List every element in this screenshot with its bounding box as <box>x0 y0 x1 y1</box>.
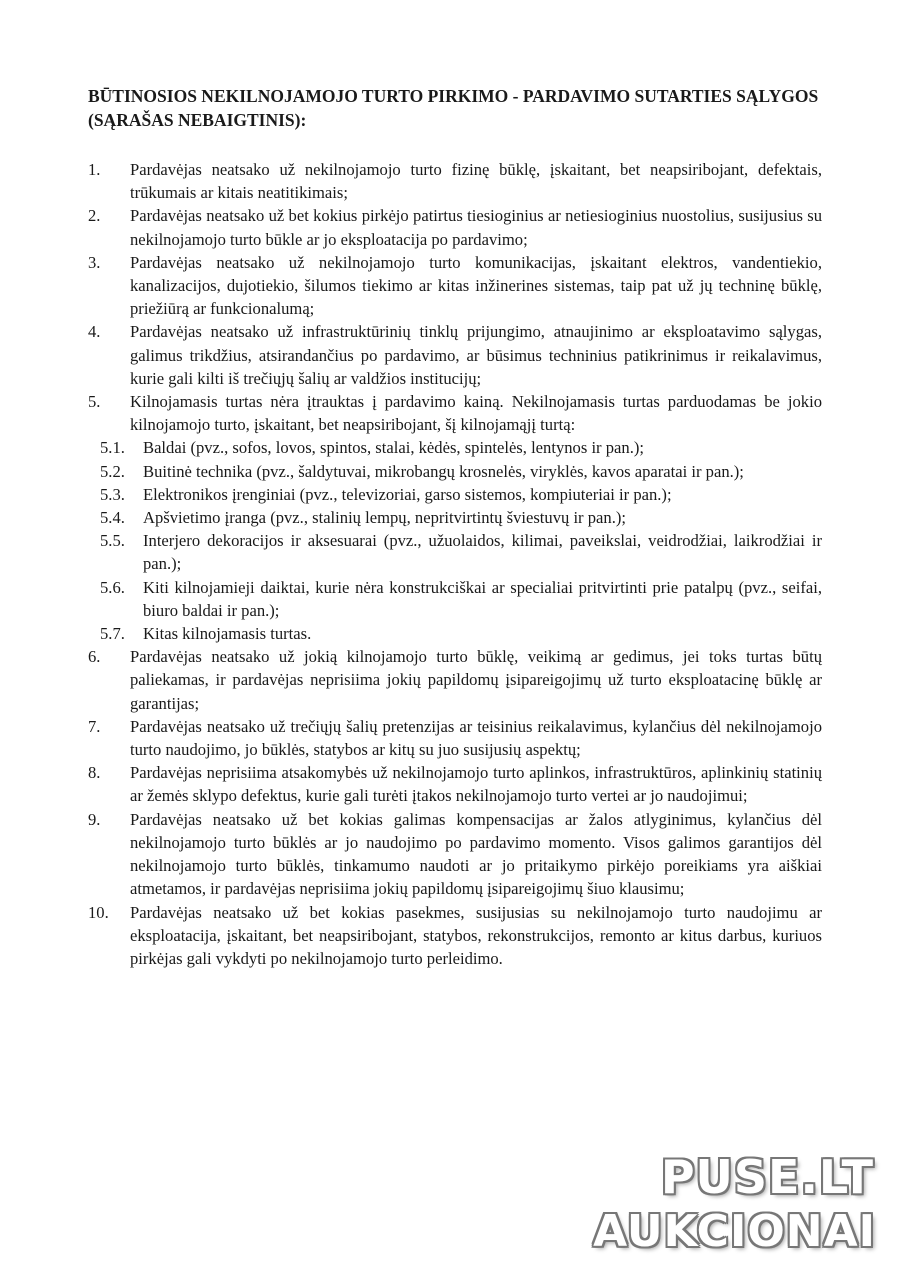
subitem-text: Interjero dekoracijos ir aksesuarai (pvz., užuolaidos, kilimai, paveikslai, veidrodžiai, laikrodžiai ir pan.); <box>143 531 822 574</box>
item-text: Pardavėjas neatsako už trečiųjų šalių pretenzijas ar teisinius reikalavimus, kylančius dėl nekilnojamojo turto naudojimo, jo būklės, statybos ar kitų su juo susijusių aspektų; <box>130 716 822 760</box>
item-number: 1. <box>88 160 101 179</box>
item-text: Pardavėjas neatsako už nekilnojamojo turto fizinę būklę, įskaitant, bet neapsiribojant, defektais, trūkumais ar kitais neatitikimais; <box>130 160 822 203</box>
item-number: 2. <box>88 206 101 226</box>
subitem-text: Baldai (pvz., sofos, lovos, spintos, stalai, kėdės, spintelės, lentynos ir pan.); <box>143 438 644 458</box>
list-item <box>88 761 822 807</box>
list-item <box>88 645 822 715</box>
item-text: Kilnojamasis turtas nėra įtrauktas į pardavimo kainą. Nekilnojamasis turtas parduodamas be jokio kilnojamojo turto, įskaitant, bet neapsiribojant, šį kilnojamąjį turtą: <box>130 392 822 435</box>
subitem-number: 5.1. <box>100 438 125 458</box>
conditions-list-continued <box>88 645 822 970</box>
item-number: 10. <box>88 902 109 922</box>
sub-list-item <box>88 460 822 483</box>
sub-list-item <box>88 622 822 645</box>
subitem-number: 5.6. <box>100 577 125 597</box>
movable-property-sublist <box>88 436 822 645</box>
item-text: Pardavėjas neatsako už nekilnojamojo turto komunikacijas, įskaitant elektros, vandentiekio, kanalizacijos, dujotiekio, šilumos tiekimo ar kitas inžinerines sistemas, taip pat už jų techninę būklę, priežiūrą ar funkcionalumą; <box>130 252 822 319</box>
item-text: Pardavėjas neprisiima atsakomybės už nekilnojamojo turto aplinkos, infrastruktūros, aplinkinių statinių ar žemės sklypo defektus, kurie gali turėti įtakos nekilnojamojo turto vertei ar jo naudojimui; <box>130 763 822 806</box>
watermark-line-1: PUSE.LT <box>660 1150 874 1204</box>
subitem-number: 5.7. <box>100 624 125 644</box>
subitem-text: Buitinė technika (pvz., šaldytuvai, mikrobangų krosnelės, viryklės, kavos aparatai ir pan.); <box>143 461 744 481</box>
item-number: 7. <box>88 716 101 736</box>
document-page <box>88 84 822 970</box>
subitem-text: Kitas kilnojamasis turtas. <box>143 624 312 644</box>
list-item <box>88 320 822 390</box>
subitem-number: 5.4. <box>100 508 125 528</box>
item-text: Pardavėjas neatsako už bet kokius pirkėjo patirtus tiesioginius ar netiesioginius nuostolius, susijusius su nekilnojamojo turto būkle ar jo eksploatacija po pardavimo; <box>130 206 822 249</box>
list-item <box>88 251 822 321</box>
watermark-line-2: AUKCIONAI <box>593 1206 876 1257</box>
item-number: 9. <box>88 809 101 829</box>
sub-list-item <box>88 483 822 506</box>
list-item <box>88 390 822 436</box>
sub-list-item <box>88 576 822 622</box>
sub-list-item <box>88 506 822 529</box>
item-number: 6. <box>88 647 101 667</box>
list-item <box>88 808 822 901</box>
item-text: Pardavėjas neatsako už bet kokias pasekmes, susijusias su nekilnojamojo turto naudojimu ar eksploatacija, įskaitant, bet neapsiribojant, statybos, rekonstrukcijos, remonto ar kitus darbus, kuriuos pirkėjas gali vykdyti po nekilnojamojo turto perleidimo. <box>130 902 822 968</box>
item-text: Pardavėjas neatsako už infrastruktūrinių tinklų prijungimo, atnaujinimo ar eksploatavimo sąlygas, galimus trikdžius, atsirandančius po pardavimo, ar būsimus techninius patikrinimus ir reikalavimus, kurie gali kilti iš trečiųjų šalių ar valdžios institucijų; <box>130 322 822 388</box>
item-text: Pardavėjas neatsako už bet kokias galimas kompensacijas ar žalos atlyginimus, kylančius dėl nekilnojamojo turto būklės ar jo naudojimo po pardavimo momento. Visos galimos garantijos dėl nekilnojamojo turto būklės, tinkamumo naudoti ar jo pritaikymo pirkėjo poreikiams yra aiškiai atmetamos, ir pardavėjas neprisiima jokių papildomų įsipareigojimų šiuo klausimu; <box>130 809 822 899</box>
subitem-number: 5.5. <box>100 531 125 551</box>
item-number: 3. <box>88 252 101 272</box>
document-title: BŪTINOSIOS NEKILNOJAMOJO TURTO PIRKIMO - PARDAVIMO SUTARTIES SĄLYGOS (SĄRAŠAS NEBAIGTINIS): <box>88 86 819 130</box>
item-number: 4. <box>88 322 101 342</box>
subitem-text: Elektronikos įrenginiai (pvz., televizoriai, garso sistemos, kompiuteriai ir pan.); <box>143 484 672 504</box>
list-item <box>88 715 822 761</box>
list-item <box>88 901 822 971</box>
subitem-text: Kiti kilnojamieji daiktai, kurie nėra konstrukciškai ar specialiai pritvirtinti prie patalpų (pvz., seifai, biuro baldai ir pan.); <box>143 577 822 620</box>
subitem-number: 5.2. <box>100 461 125 481</box>
sub-list-item <box>88 529 822 575</box>
list-item <box>88 158 822 204</box>
subitem-number: 5.3. <box>100 484 125 504</box>
item-number: 8. <box>88 763 101 783</box>
conditions-list <box>88 158 822 436</box>
item-number: 5. <box>88 392 101 412</box>
item-text: Pardavėjas neatsako už jokią kilnojamojo turto būklę, veikimą ar gedimus, jei toks turtas būtų paliekamas, ir pardavėjas neprisiima jokių papildomų įsipareigojimų už turto eksploatacinę būklę ar garantijas; <box>130 647 822 713</box>
subitem-text: Apšvietimo įranga (pvz., stalinių lempų, nepritvirtintų šviestuvų ir pan.); <box>143 508 626 528</box>
sub-list-item <box>88 436 822 459</box>
list-item <box>88 204 822 250</box>
